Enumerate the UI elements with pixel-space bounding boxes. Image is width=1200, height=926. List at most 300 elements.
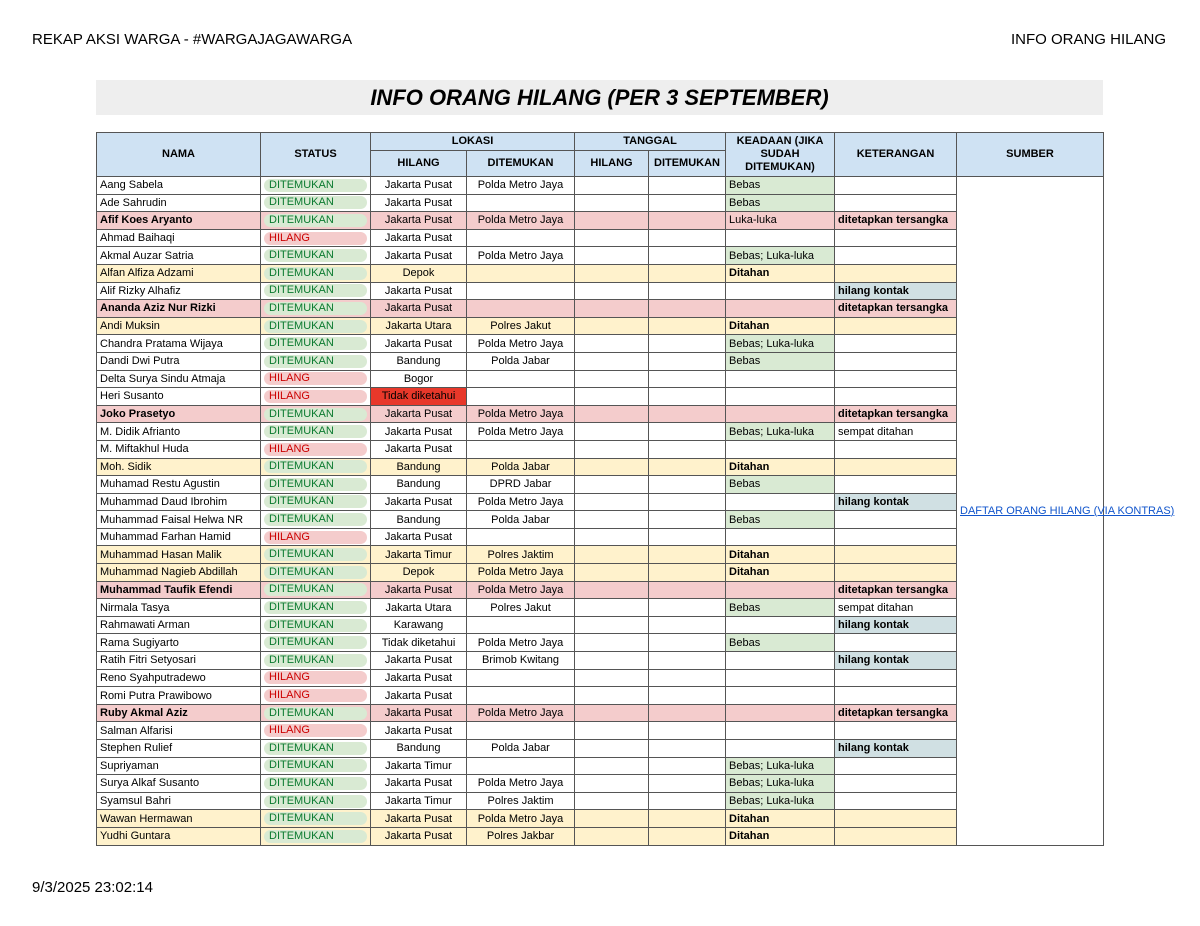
status-badge: HILANG xyxy=(264,689,367,702)
cell-status xyxy=(261,335,371,353)
cell-status xyxy=(261,827,371,845)
cell-lokasi-hilang: Tidak diketahui xyxy=(371,634,467,652)
cell-lokasi-ditemukan xyxy=(467,616,575,634)
table-row xyxy=(97,388,1104,406)
table-row xyxy=(97,775,1104,793)
cell-tanggal-ditemukan xyxy=(649,581,726,599)
cell-sumber xyxy=(957,177,1175,846)
status-badge: DITEMUKAN xyxy=(264,355,367,368)
cell-status xyxy=(261,687,371,705)
cell-nama: Delta Surya Sindu Atmaja xyxy=(97,370,261,388)
cell-lokasi-hilang: Jakarta Timur xyxy=(371,757,467,775)
cell-tanggal-hilang xyxy=(575,687,649,705)
cell-lokasi-hilang: Tidak diketahui xyxy=(371,388,467,406)
status-badge: HILANG xyxy=(264,232,367,245)
table-row xyxy=(97,352,1104,370)
cell-tanggal-hilang xyxy=(575,300,649,318)
cell-nama: Muhammad Taufik Efendi xyxy=(97,581,261,599)
cell-nama: Reno Syahputradewo xyxy=(97,669,261,687)
table-row xyxy=(97,669,1104,687)
cell-tanggal-ditemukan xyxy=(649,493,726,511)
cell-lokasi-ditemukan: Polda Metro Jaya xyxy=(467,775,575,793)
cell-nama: Aang Sabela xyxy=(97,177,261,195)
table-row xyxy=(97,599,1104,617)
cell-status xyxy=(261,388,371,406)
cell-nama: Heri Susanto xyxy=(97,388,261,406)
cell-tanggal-ditemukan xyxy=(649,388,726,406)
cell-keadaan: Bebas xyxy=(726,177,835,195)
cell-tanggal-hilang xyxy=(575,405,649,423)
status-badge: DITEMUKAN xyxy=(264,707,367,720)
cell-lokasi-ditemukan: Brimob Kwitang xyxy=(467,652,575,670)
cell-keadaan xyxy=(726,528,835,546)
cell-tanggal-hilang xyxy=(575,229,649,247)
cell-keadaan xyxy=(726,616,835,634)
table-row xyxy=(97,212,1104,230)
cell-lokasi-ditemukan: Polda Metro Jaya xyxy=(467,335,575,353)
table-row xyxy=(97,493,1104,511)
table-row xyxy=(97,792,1104,810)
cell-tanggal-ditemukan xyxy=(649,546,726,564)
status-badge: DITEMUKAN xyxy=(264,478,367,491)
cell-keterangan xyxy=(835,388,957,406)
cell-nama: Syamsul Bahri xyxy=(97,792,261,810)
cell-status xyxy=(261,511,371,529)
cell-lokasi-ditemukan: Polda Metro Jaya xyxy=(467,493,575,511)
timestamp: 9/3/2025 23:02:14 xyxy=(32,879,153,896)
cell-lokasi-hilang: Bandung xyxy=(371,352,467,370)
cell-nama: Moh. Sidik xyxy=(97,458,261,476)
cell-status xyxy=(261,775,371,793)
status-badge: DITEMUKAN xyxy=(264,601,367,614)
cell-tanggal-ditemukan xyxy=(649,740,726,758)
cell-lokasi-ditemukan: Polda Metro Jaya xyxy=(467,634,575,652)
table-row xyxy=(97,740,1104,758)
cell-lokasi-ditemukan xyxy=(467,370,575,388)
cell-tanggal-ditemukan xyxy=(649,511,726,529)
table-row xyxy=(97,335,1104,353)
table-row xyxy=(97,423,1104,441)
cell-status xyxy=(261,405,371,423)
cell-lokasi-ditemukan: Polres Jaktim xyxy=(467,792,575,810)
cell-tanggal-hilang xyxy=(575,423,649,441)
cell-lokasi-hilang: Jakarta Pusat xyxy=(371,827,467,845)
sheet-header-left: REKAP AKSI WARGA - #WARGAJAGAWARGA xyxy=(32,31,353,48)
cell-lokasi-ditemukan xyxy=(467,194,575,212)
cell-lokasi-hilang: Jakarta Pusat xyxy=(371,300,467,318)
cell-keadaan: Ditahan xyxy=(726,264,835,282)
cell-lokasi-ditemukan: Polres Jaktim xyxy=(467,546,575,564)
table-row xyxy=(97,247,1104,265)
cell-tanggal-ditemukan xyxy=(649,634,726,652)
cell-nama: Ade Sahrudin xyxy=(97,194,261,212)
cell-lokasi-ditemukan xyxy=(467,229,575,247)
cell-lokasi-ditemukan: Polda Jabar xyxy=(467,458,575,476)
cell-keadaan: Bebas; Luka-luka xyxy=(726,757,835,775)
cell-lokasi-hilang: Bandung xyxy=(371,476,467,494)
cell-lokasi-ditemukan: Polda Metro Jaya xyxy=(467,247,575,265)
table-row xyxy=(97,177,1104,195)
cell-lokasi-ditemukan: Polda Jabar xyxy=(467,511,575,529)
cell-lokasi-ditemukan: Polda Metro Jaya xyxy=(467,810,575,828)
cell-tanggal-hilang xyxy=(575,282,649,300)
cell-keadaan: Bebas; Luka-luka xyxy=(726,792,835,810)
cell-status xyxy=(261,581,371,599)
status-badge: DITEMUKAN xyxy=(264,513,367,526)
cell-lokasi-ditemukan xyxy=(467,300,575,318)
cell-nama: Ananda Aziz Nur Rizki xyxy=(97,300,261,318)
cell-lokasi-ditemukan xyxy=(467,440,575,458)
table-row xyxy=(97,440,1104,458)
cell-keterangan xyxy=(835,194,957,212)
table-row xyxy=(97,229,1104,247)
status-badge: DITEMUKAN xyxy=(264,179,367,192)
status-badge: DITEMUKAN xyxy=(264,583,367,596)
cell-status xyxy=(261,564,371,582)
cell-keterangan xyxy=(835,335,957,353)
cell-tanggal-hilang xyxy=(575,652,649,670)
cell-tanggal-hilang xyxy=(575,370,649,388)
cell-tanggal-hilang xyxy=(575,511,649,529)
cell-lokasi-hilang: Jakarta Pusat xyxy=(371,405,467,423)
cell-lokasi-hilang: Jakarta Pusat xyxy=(371,704,467,722)
cell-tanggal-ditemukan xyxy=(649,528,726,546)
cell-lokasi-hilang: Jakarta Pusat xyxy=(371,335,467,353)
cell-nama: Rahmawati Arman xyxy=(97,616,261,634)
cell-lokasi-hilang: Jakarta Pusat xyxy=(371,282,467,300)
cell-status xyxy=(261,493,371,511)
cell-keterangan xyxy=(835,546,957,564)
cell-tanggal-ditemukan xyxy=(649,282,726,300)
cell-tanggal-hilang xyxy=(575,616,649,634)
cell-keadaan: Ditahan xyxy=(726,317,835,335)
cell-nama: Chandra Pratama Wijaya xyxy=(97,335,261,353)
cell-keadaan xyxy=(726,370,835,388)
cell-tanggal-ditemukan xyxy=(649,775,726,793)
cell-tanggal-ditemukan xyxy=(649,423,726,441)
cell-nama: Romi Putra Prawibowo xyxy=(97,687,261,705)
cell-status xyxy=(261,317,371,335)
cell-nama: Alfan Alfiza Adzami xyxy=(97,264,261,282)
cell-tanggal-ditemukan xyxy=(649,194,726,212)
status-badge: DITEMUKAN xyxy=(264,777,367,790)
cell-keadaan: Bebas; Luka-luka xyxy=(726,335,835,353)
cell-keadaan xyxy=(726,652,835,670)
cell-lokasi-ditemukan: Polda Metro Jaya xyxy=(467,423,575,441)
cell-tanggal-ditemukan xyxy=(649,810,726,828)
cell-tanggal-ditemukan xyxy=(649,827,726,845)
cell-tanggal-hilang xyxy=(575,704,649,722)
cell-status xyxy=(261,599,371,617)
col-keterangan: KETERANGAN xyxy=(835,133,957,177)
table-row xyxy=(97,634,1104,652)
cell-tanggal-hilang xyxy=(575,212,649,230)
cell-tanggal-hilang xyxy=(575,564,649,582)
cell-keterangan: hilang kontak xyxy=(835,616,957,634)
status-badge: DITEMUKAN xyxy=(264,320,367,333)
cell-lokasi-hilang: Depok xyxy=(371,264,467,282)
title-bar xyxy=(96,80,1103,115)
cell-keterangan xyxy=(835,687,957,705)
cell-lokasi-ditemukan xyxy=(467,757,575,775)
cell-keadaan: Luka-luka xyxy=(726,212,835,230)
cell-tanggal-ditemukan xyxy=(649,229,726,247)
cell-tanggal-hilang xyxy=(575,634,649,652)
cell-tanggal-ditemukan xyxy=(649,687,726,705)
cell-lokasi-hilang: Jakarta Pusat xyxy=(371,212,467,230)
status-badge: DITEMUKAN xyxy=(264,636,367,649)
cell-lokasi-hilang: Karawang xyxy=(371,616,467,634)
status-badge: DITEMUKAN xyxy=(264,460,367,473)
cell-nama: Joko Prasetyo xyxy=(97,405,261,423)
cell-tanggal-ditemukan xyxy=(649,352,726,370)
cell-status xyxy=(261,247,371,265)
cell-keadaan: Bebas; Luka-luka xyxy=(726,423,835,441)
cell-lokasi-hilang: Jakarta Pusat xyxy=(371,722,467,740)
col-status: STATUS xyxy=(261,133,371,177)
cell-tanggal-ditemukan xyxy=(649,300,726,318)
cell-keadaan xyxy=(726,440,835,458)
table-row xyxy=(97,704,1104,722)
cell-keadaan xyxy=(726,704,835,722)
cell-lokasi-hilang: Jakarta Pusat xyxy=(371,493,467,511)
status-badge: HILANG xyxy=(264,390,367,403)
cell-keterangan xyxy=(835,229,957,247)
cell-keterangan xyxy=(835,440,957,458)
cell-tanggal-hilang xyxy=(575,317,649,335)
cell-nama: Ruby Akmal Aziz xyxy=(97,704,261,722)
cell-keadaan xyxy=(726,493,835,511)
cell-tanggal-hilang xyxy=(575,194,649,212)
cell-status xyxy=(261,282,371,300)
table-row xyxy=(97,476,1104,494)
cell-status xyxy=(261,546,371,564)
cell-tanggal-hilang xyxy=(575,458,649,476)
table-row xyxy=(97,546,1104,564)
status-badge: HILANG xyxy=(264,531,367,544)
status-badge: DITEMUKAN xyxy=(264,249,367,262)
status-badge: DITEMUKAN xyxy=(264,759,367,772)
cell-tanggal-ditemukan xyxy=(649,177,726,195)
cell-lokasi-hilang: Jakarta Pusat xyxy=(371,581,467,599)
table-row xyxy=(97,652,1104,670)
cell-lokasi-ditemukan: Polda Metro Jaya xyxy=(467,405,575,423)
cell-status xyxy=(261,440,371,458)
cell-tanggal-hilang xyxy=(575,177,649,195)
col-nama: NAMA xyxy=(97,133,261,177)
cell-nama: Muhammad Faisal Helwa NR xyxy=(97,511,261,529)
cell-lokasi-ditemukan: Polda Metro Jaya xyxy=(467,581,575,599)
cell-keterangan xyxy=(835,458,957,476)
cell-status xyxy=(261,528,371,546)
cell-status xyxy=(261,423,371,441)
cell-tanggal-ditemukan xyxy=(649,335,726,353)
cell-tanggal-ditemukan xyxy=(649,317,726,335)
cell-keadaan xyxy=(726,282,835,300)
cell-tanggal-hilang xyxy=(575,476,649,494)
cell-keterangan xyxy=(835,511,957,529)
table-row xyxy=(97,616,1104,634)
status-badge: DITEMUKAN xyxy=(264,619,367,632)
cell-lokasi-hilang: Jakarta Pusat xyxy=(371,687,467,705)
cell-lokasi-ditemukan: Polda Metro Jaya xyxy=(467,177,575,195)
cell-tanggal-ditemukan xyxy=(649,212,726,230)
cell-tanggal-hilang xyxy=(575,669,649,687)
cell-keterangan xyxy=(835,370,957,388)
cell-keadaan: Bebas xyxy=(726,511,835,529)
cell-nama: Afif Koes Aryanto xyxy=(97,212,261,230)
cell-nama: Muhammad Nagieb Abdillah xyxy=(97,564,261,582)
cell-keadaan xyxy=(726,687,835,705)
cell-tanggal-hilang xyxy=(575,546,649,564)
cell-status xyxy=(261,722,371,740)
col-lokasi: LOKASI xyxy=(371,133,575,151)
table-row xyxy=(97,687,1104,705)
cell-status xyxy=(261,669,371,687)
cell-keterangan xyxy=(835,264,957,282)
cell-lokasi-hilang: Jakarta Pusat xyxy=(371,528,467,546)
cell-keadaan: Ditahan xyxy=(726,546,835,564)
cell-status xyxy=(261,792,371,810)
cell-tanggal-hilang xyxy=(575,775,649,793)
cell-status xyxy=(261,212,371,230)
cell-tanggal-hilang xyxy=(575,528,649,546)
cell-nama: Dandi Dwi Putra xyxy=(97,352,261,370)
table-row xyxy=(97,581,1104,599)
cell-lokasi-ditemukan: Polda Metro Jaya xyxy=(467,564,575,582)
cell-keterangan xyxy=(835,757,957,775)
cell-nama: Muhammad Hasan Malik xyxy=(97,546,261,564)
status-badge: DITEMUKAN xyxy=(264,337,367,350)
cell-keterangan: hilang kontak xyxy=(835,740,957,758)
cell-status xyxy=(261,352,371,370)
cell-keadaan: Bebas xyxy=(726,352,835,370)
cell-lokasi-hilang: Jakarta Pusat xyxy=(371,669,467,687)
status-badge: HILANG xyxy=(264,671,367,684)
cell-tanggal-hilang xyxy=(575,810,649,828)
cell-tanggal-hilang xyxy=(575,722,649,740)
cell-lokasi-hilang: Jakarta Utara xyxy=(371,317,467,335)
cell-tanggal-hilang xyxy=(575,388,649,406)
cell-status xyxy=(261,177,371,195)
status-badge: DITEMUKAN xyxy=(264,812,367,825)
cell-keterangan xyxy=(835,775,957,793)
cell-lokasi-ditemukan xyxy=(467,264,575,282)
table-row xyxy=(97,827,1104,845)
cell-lokasi-hilang: Jakarta Pusat xyxy=(371,229,467,247)
cell-nama: Wawan Hermawan xyxy=(97,810,261,828)
cell-tanggal-ditemukan xyxy=(649,564,726,582)
cell-keadaan: Bebas; Luka-luka xyxy=(726,775,835,793)
cell-tanggal-hilang xyxy=(575,247,649,265)
table-row xyxy=(97,564,1104,582)
cell-tanggal-hilang xyxy=(575,740,649,758)
cell-nama: Andi Muksin xyxy=(97,317,261,335)
cell-keterangan xyxy=(835,177,957,195)
col-tanggal-hilang: HILANG xyxy=(575,151,649,177)
status-badge: HILANG xyxy=(264,372,367,385)
cell-status xyxy=(261,810,371,828)
cell-tanggal-ditemukan xyxy=(649,616,726,634)
cell-nama: Stephen Rulief xyxy=(97,740,261,758)
page-title: INFO ORANG HILANG (PER 3 SEPTEMBER) xyxy=(370,84,829,110)
cell-keterangan xyxy=(835,317,957,335)
source-link[interactable]: DAFTAR ORANG HILANG (VIA KONTRAS) xyxy=(960,504,1175,517)
cell-keadaan xyxy=(726,740,835,758)
cell-tanggal-ditemukan xyxy=(649,405,726,423)
cell-tanggal-ditemukan xyxy=(649,792,726,810)
col-lokasi-ditemukan: DITEMUKAN xyxy=(467,151,575,177)
cell-tanggal-ditemukan xyxy=(649,458,726,476)
table-row xyxy=(97,264,1104,282)
cell-keterangan: hilang kontak xyxy=(835,652,957,670)
cell-keterangan xyxy=(835,528,957,546)
cell-keterangan: ditetapkan tersangka xyxy=(835,704,957,722)
cell-tanggal-ditemukan xyxy=(649,722,726,740)
cell-status xyxy=(261,300,371,318)
cell-lokasi-hilang: Jakarta Pusat xyxy=(371,177,467,195)
status-badge: DITEMUKAN xyxy=(264,408,367,421)
cell-nama: Surya Alkaf Susanto xyxy=(97,775,261,793)
cell-lokasi-hilang: Jakarta Pusat xyxy=(371,775,467,793)
cell-nama: Muhammad Farhan Hamid xyxy=(97,528,261,546)
table-row xyxy=(97,405,1104,423)
cell-nama: Ratih Fitri Setyosari xyxy=(97,652,261,670)
cell-tanggal-hilang xyxy=(575,792,649,810)
cell-lokasi-hilang: Bandung xyxy=(371,458,467,476)
cell-lokasi-hilang: Jakarta Timur xyxy=(371,546,467,564)
cell-lokasi-hilang: Jakarta Pusat xyxy=(371,440,467,458)
cell-tanggal-hilang xyxy=(575,352,649,370)
cell-keadaan: Ditahan xyxy=(726,458,835,476)
cell-tanggal-ditemukan xyxy=(649,264,726,282)
cell-lokasi-ditemukan xyxy=(467,687,575,705)
cell-tanggal-hilang xyxy=(575,581,649,599)
cell-keadaan xyxy=(726,581,835,599)
cell-lokasi-hilang: Jakarta Utara xyxy=(371,599,467,617)
cell-keadaan: Bebas xyxy=(726,634,835,652)
cell-keadaan: Bebas xyxy=(726,194,835,212)
cell-lokasi-hilang: Jakarta Timur xyxy=(371,792,467,810)
cell-lokasi-hilang: Bandung xyxy=(371,740,467,758)
status-badge: HILANG xyxy=(264,443,367,456)
cell-keadaan xyxy=(726,229,835,247)
cell-lokasi-ditemukan xyxy=(467,722,575,740)
cell-tanggal-ditemukan xyxy=(649,757,726,775)
cell-keadaan xyxy=(726,405,835,423)
cell-keterangan xyxy=(835,352,957,370)
cell-keadaan: Ditahan xyxy=(726,564,835,582)
cell-status xyxy=(261,616,371,634)
cell-keterangan: ditetapkan tersangka xyxy=(835,581,957,599)
col-lokasi-hilang: HILANG xyxy=(371,151,467,177)
table-row xyxy=(97,370,1104,388)
cell-status xyxy=(261,458,371,476)
cell-keterangan xyxy=(835,827,957,845)
cell-status xyxy=(261,652,371,670)
cell-lokasi-hilang: Jakarta Pusat xyxy=(371,194,467,212)
col-keadaan: KEADAAN (JIKA SUDAH DITEMUKAN) xyxy=(726,133,835,177)
cell-tanggal-ditemukan xyxy=(649,669,726,687)
cell-tanggal-ditemukan xyxy=(649,440,726,458)
cell-keterangan xyxy=(835,634,957,652)
cell-nama: Muhamad Restu Agustin xyxy=(97,476,261,494)
cell-keterangan: ditetapkan tersangka xyxy=(835,405,957,423)
cell-keterangan xyxy=(835,810,957,828)
missing-persons-table xyxy=(96,132,1175,846)
cell-lokasi-ditemukan xyxy=(467,282,575,300)
status-badge: DITEMUKAN xyxy=(264,196,367,209)
